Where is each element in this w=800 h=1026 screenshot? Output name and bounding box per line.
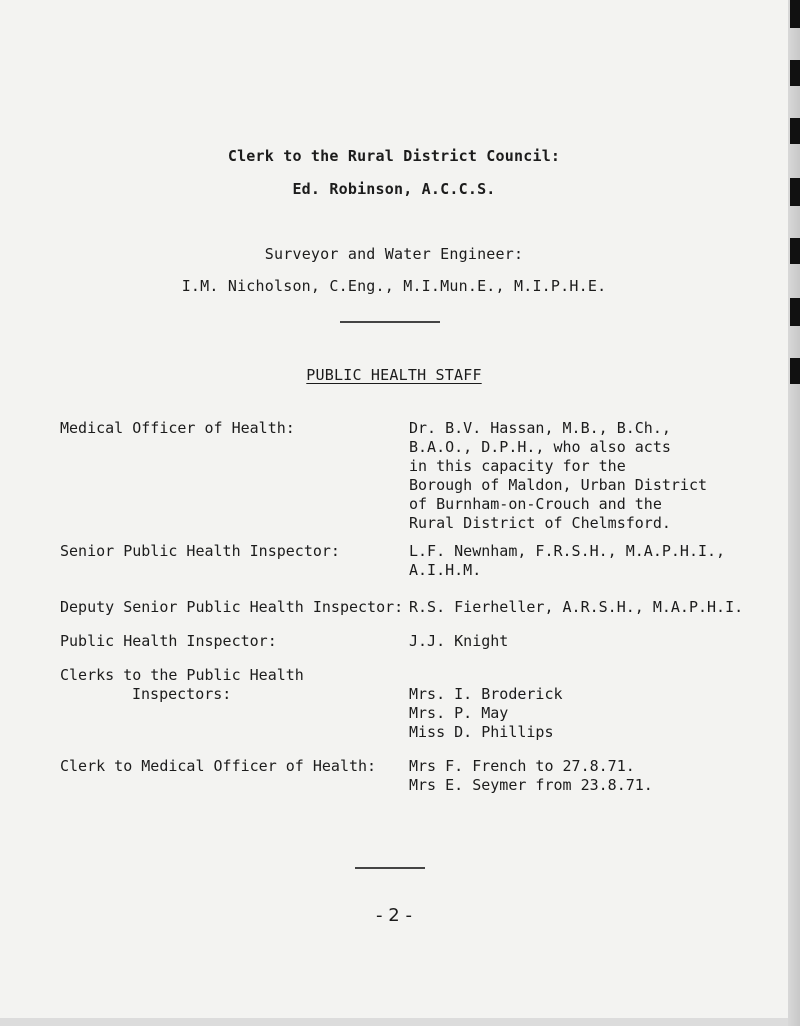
page-edge [788, 0, 800, 1026]
page-number: - 2 - [376, 905, 412, 926]
moh-value [409, 419, 707, 533]
senior-phi-label: Senior Public Health Inspector: [60, 542, 340, 560]
senior-phi-line: A.I.H.M. [409, 561, 482, 579]
moh-line: in this capacity for the [409, 457, 626, 475]
divider-top [340, 321, 440, 323]
senior-phi-value [409, 542, 725, 580]
divider-bottom [355, 867, 425, 869]
deputy-phi-label: Deputy Senior Public Health Inspector: [60, 598, 404, 616]
moh-line: Borough of Maldon, Urban District [409, 476, 708, 494]
binding-mark [790, 0, 800, 28]
binding-mark [790, 358, 800, 384]
senior-phi-line: L.F. Newnham, F.R.S.H., M.A.P.H.I., [409, 542, 726, 560]
moh-line: Rural District of Chelmsford. [409, 514, 671, 532]
clerk-name: Ed. Robinson, A.C.C.S. [292, 180, 496, 198]
clerks-phi-line: Mrs. I. Broderick [409, 685, 563, 703]
clerk-title: Clerk to the Rural District Council: [227, 147, 561, 165]
binding-mark [790, 118, 800, 144]
clerks-phi-value [409, 685, 563, 742]
surveyor-name: I.M. Nicholson, C.Eng., M.I.Mun.E., M.I.P.H.E. [181, 277, 607, 295]
moh-label: Medical Officer of Health: [60, 419, 295, 437]
clerks-phi-label-line: Inspectors: [132, 685, 232, 703]
clerks-phi-line: Mrs. P. May [409, 704, 509, 722]
clerks-phi-line: Miss D. Phillips [409, 723, 554, 741]
clerk-moh-label: Clerk to Medical Officer of Health: [60, 757, 377, 775]
moh-line: B.A.O., D.P.H., who also acts [409, 438, 671, 456]
phi-line: J.J. Knight [409, 632, 509, 650]
binding-mark [790, 60, 800, 86]
binding-mark [790, 298, 800, 326]
moh-line: of Burnham-on-Crouch and the [409, 495, 662, 513]
moh-line: Dr. B.V. Hassan, M.B., B.Ch., [409, 419, 671, 437]
page-bottom-edge [0, 1018, 788, 1026]
deputy-phi-value [409, 598, 743, 617]
clerk-moh-line: Mrs E. Seymer from 23.8.71. [409, 776, 653, 794]
clerks-phi-label-line: Clerks to the Public Health [60, 666, 304, 684]
clerk-moh-line: Mrs F. French to 27.8.71. [409, 757, 635, 775]
binding-mark [790, 178, 800, 206]
deputy-phi-line: R.S. Fierheller, A.R.S.H., M.A.P.H.I. [409, 598, 744, 616]
phi-label: Public Health Inspector: [60, 632, 277, 650]
clerk-moh-value [409, 757, 653, 795]
phi-value [409, 632, 508, 651]
clerks-phi-label [60, 666, 304, 704]
surveyor-title: Surveyor and Water Engineer: [264, 245, 524, 263]
binding-mark [790, 238, 800, 264]
section-heading: PUBLIC HEALTH STAFF [306, 366, 482, 384]
